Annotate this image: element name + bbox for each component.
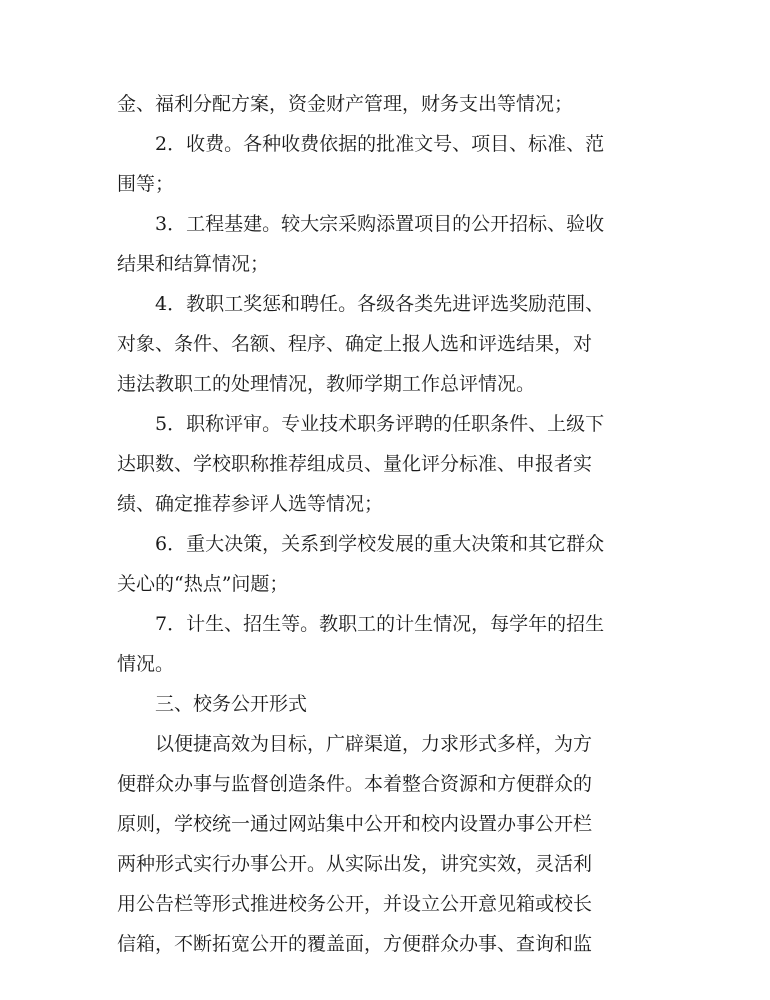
text-line: 违法教职工的处理情况，教师学期工作总评情况。 xyxy=(117,373,536,395)
text-line: 关心的“热点”问题； xyxy=(117,573,289,595)
section-heading: 三、校务公开形式 xyxy=(155,693,308,715)
text-line: 以便捷高效为目标，广辟渠道，力求形式多样，为方 xyxy=(155,733,593,755)
text-line: 结果和结算情况； xyxy=(117,253,270,275)
text-line: 4．教职工奖惩和聘任。各级各类先进评选奖励范围、 xyxy=(155,293,605,315)
text-line: 两种形式实行办事公开。从实际出发，讲究实效，灵活利 xyxy=(117,853,593,875)
text-line: 金、福利分配方案，资金财产管理，财务支出等情况； xyxy=(117,93,574,115)
text-line: 对象、条件、名额、程序、确定上报人选和评选结果，对 xyxy=(117,333,593,355)
text-line: 2．收费。各种收费依据的批准文号、项目、标准、范 xyxy=(155,133,605,155)
text-line: 围等； xyxy=(117,173,175,195)
text-line: 信箱，不断拓宽公开的覆盖面，方便群众办事、查询和监 xyxy=(117,933,593,955)
text-line: 便群众办事与监督创造条件。本着整合资源和方便群众的 xyxy=(117,773,593,795)
text-line: 情况。 xyxy=(117,653,175,675)
text-line: 达职数、学校职称推荐组成员、量化评分标准、申报者实 xyxy=(117,453,593,475)
document-body xyxy=(117,84,647,964)
text-line: 6．重大决策，关系到学校发展的重大决策和其它群众 xyxy=(155,533,605,555)
text-line: 7．计生、招生等。教职工的计生情况，每学年的招生 xyxy=(155,613,605,635)
text-line: 用公告栏等形式推进校务公开，并设立公开意见箱或校长 xyxy=(117,893,593,915)
text-line: 3．工程基建。较大宗采购添置项目的公开招标、验收 xyxy=(155,213,605,235)
text-line: 绩、确定推荐参评人选等情况； xyxy=(117,493,384,515)
text-line: 原则，学校统一通过网站集中公开和校内设置办事公开栏 xyxy=(117,813,593,835)
text-line: 5．职称评审。专业技术职务评聘的任职条件、上级下 xyxy=(155,413,605,435)
